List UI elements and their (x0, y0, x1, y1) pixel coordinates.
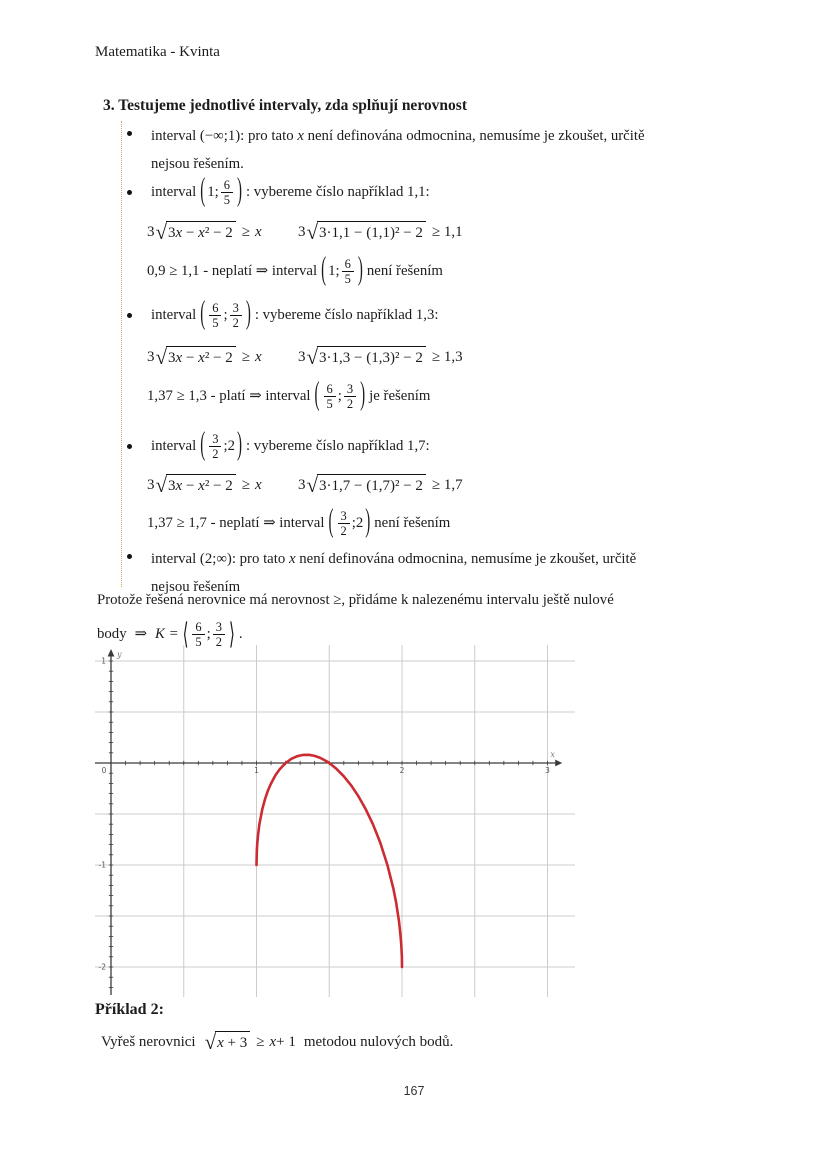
formula-check-row-2: 3 √ 3·1,1 − (1,1)² − 2 ≥ 1,1 (298, 219, 463, 244)
bullet-icon (127, 190, 132, 195)
closing-paragraph-line-2: body ⇒ K = ⟨ $\frac{6}{5}$ ; $\frac{3}{2}$ ⟩ . (97, 619, 243, 651)
svg-text:0: 0 (101, 766, 107, 775)
bullet-5-line-1: interval (2;∞): pro tato x není definována odmocnina, nemusíme je zkoušet, určitě (151, 551, 637, 567)
section-heading: 3. Testujeme jednotlivé intervaly, zda splňují nerovnost (103, 97, 467, 114)
bullet-icon (127, 131, 132, 136)
bullet-2-line: interval ( 1 ; $\frac{6}{5}$ ) : vybereme číslo například 1,1: (151, 173, 430, 209)
bullet-icon (127, 554, 132, 559)
formula-general-row-4: 3 √ 3x − x² − 2 ≥ x (147, 472, 262, 497)
graph-svg (95, 645, 575, 997)
bullet-4-line: interval ( $\frac{3}{2}$ ; 2 ) : vybereme číslo například 1,7: (151, 427, 430, 463)
bullet-item-3 (127, 292, 439, 338)
page-header: Matematika - Kvinta (95, 44, 220, 60)
svg-text:x: x (550, 750, 555, 759)
svg-text:2: 2 (399, 766, 405, 775)
page-number: 167 (403, 1084, 425, 1098)
bullet-1-line-1: interval (−∞;1): pro tato x není definována odmocnina, nemusíme je zkoušet, určitě (151, 128, 645, 144)
example2-problem: Vyřeš nerovnici √ x + 3 ≥ x + 1 metodou nulových bodů. (101, 1030, 454, 1054)
svg-text:3: 3 (545, 766, 550, 775)
formula-check-row-4: 3 √ 3·1,7 − (1,7)² − 2 ≥ 1,7 (298, 472, 463, 497)
bullet-3-line: interval ( $\frac{6}{5}$ ; $\frac{3}{2}$ ) : vybereme číslo například 1,3: (151, 296, 439, 332)
svg-text:-2: -2 (98, 962, 106, 972)
bullet-5-line-2: nejsou řešením (151, 579, 241, 595)
result-row-4: 1,37 ≥ 1,7 - neplatí ⇒ interval ( $\frac{3}{2}$ ; 2 ) není řešením (147, 504, 451, 540)
bullet-item-4 (127, 423, 430, 469)
svg-text:y: y (117, 650, 122, 659)
graph (95, 645, 575, 997)
bullet-icon (127, 444, 132, 449)
svg-text:-1: -1 (98, 860, 106, 870)
bullet-guide-line (121, 121, 122, 587)
bullet-icon (127, 313, 132, 318)
result-row-2: 0,9 ≥ 1,1 - neplatí ⇒ interval ( 1 ; $\frac{6}{5}$ ) není řešením (147, 252, 443, 288)
bullet-1-line-2: nejsou řešením. (151, 156, 244, 172)
result-row-3: 1,37 ≥ 1,3 - platí ⇒ interval ( $\frac{6}{5}$ ; $\frac{3}{2}$ ) je řešením (147, 377, 431, 413)
closing-paragraph-line-1: Protože řešená nerovnice má nerovnost ≥, přidáme k nalezenému intervalu ještě nulové (97, 592, 614, 608)
formula-general-row-3: 3 √ 3x − x² − 2 ≥ x (147, 344, 262, 369)
formula-check-row-3: 3 √ 3·1,3 − (1,3)² − 2 ≥ 1,3 (298, 344, 463, 369)
bullet-item-2 (127, 169, 430, 215)
formula-general-row-2: 3 √ 3x − x² − 2 ≥ x (147, 219, 262, 244)
svg-text:1: 1 (101, 656, 106, 666)
example2-heading: Příklad 2: (95, 1001, 164, 1018)
svg-text:1: 1 (254, 766, 259, 775)
